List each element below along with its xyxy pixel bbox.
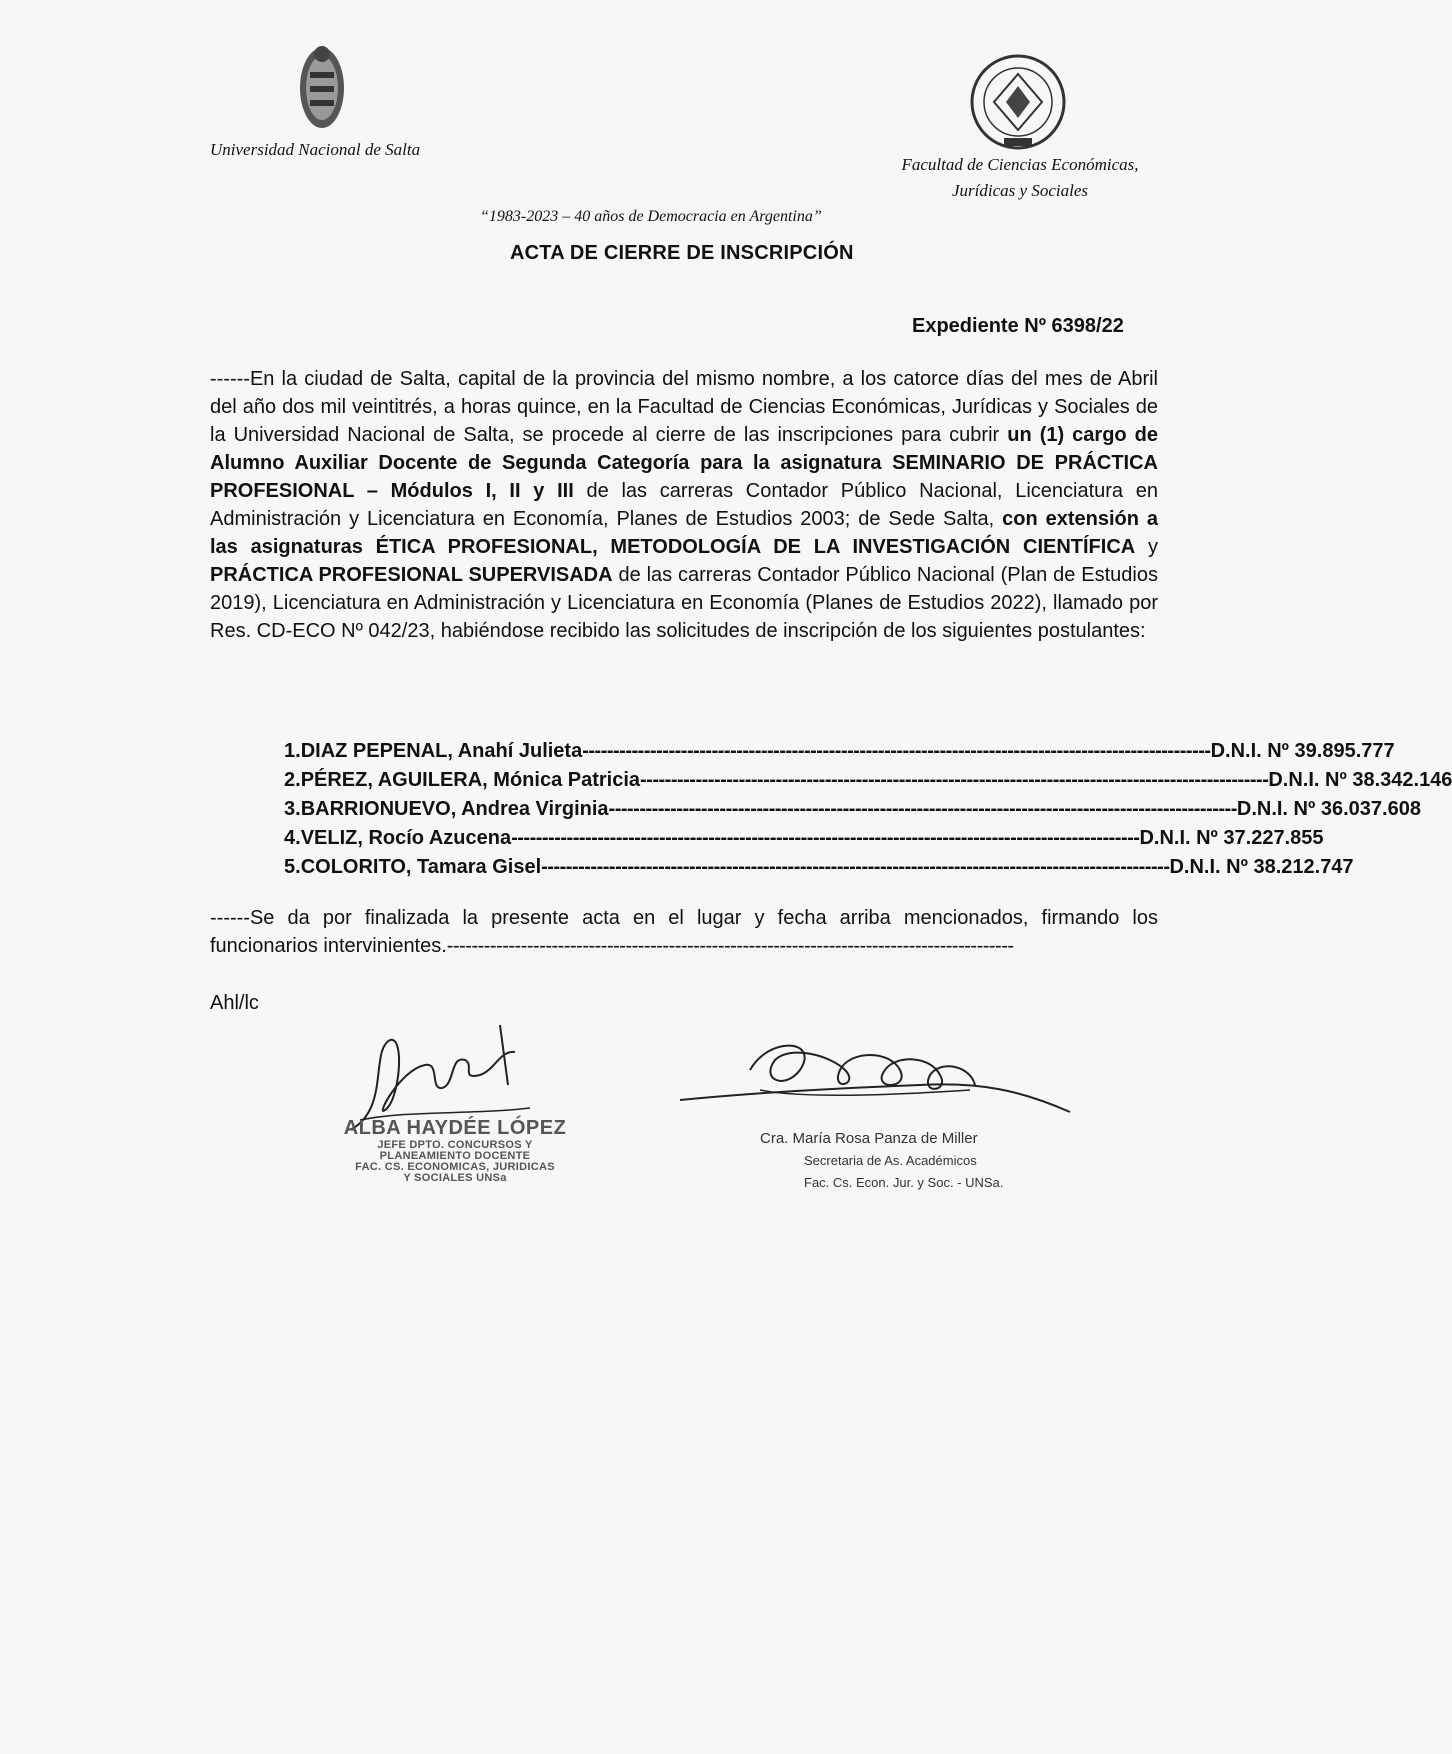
document-title: ACTA DE CIERRE DE INSCRIPCIÓN <box>510 242 854 264</box>
university-name: Universidad Nacional de Salta <box>210 140 421 159</box>
applicant-number: 4. <box>284 827 301 849</box>
paragraph-text: de las carreras Contador Público Nacional, Licenciatura en Administración y Licenciatura en Economía, Planes de Estudios 2003; de Sede Salta, <box>210 480 1159 530</box>
motto: “1983-2023 – 40 años de Democracia en Argentina” <box>480 208 822 225</box>
applicant-name: DIAZ PEPENAL, Anahí Julieta <box>300 740 583 762</box>
paragraph-bold-subject: PRÁCTICA PROFESIONAL SUPERVISADA <box>210 564 613 586</box>
signatory-name: Cra. María Rosa Panza de Miller <box>760 1130 978 1147</box>
typist-initials: Ahl/lc <box>210 992 259 1014</box>
dash-leader: -------------------------------------------------------------------------------------------- <box>446 935 1014 957</box>
applicant-dni: D.N.I. Nº 38.342.146 <box>1268 769 1452 791</box>
closing-text: ------Se da por finalizada la presente acta en el lugar y fecha arriba mencionados, firmando los funcionarios intervinientes. <box>210 907 1158 957</box>
list-item <box>284 827 1324 856</box>
faculty-name-line1: Facultad de Ciencias Económicas, <box>901 155 1139 174</box>
applicant-number: 2. <box>284 769 301 791</box>
applicant-dni: D.N.I. Nº 39.895.777 <box>1210 740 1395 762</box>
stamp-line: Y SOCIALES UNSa <box>403 1172 507 1184</box>
dash-leader: ------------------------------------------------------------------------------------------------------ <box>511 827 1140 849</box>
paragraph-text: de las carreras Contador Público Nacional (Plan de Estudios 2019), Licenciatura en Administración y Licenciatura en Economía (Planes de Estudios 2022), llamado por Res. CD-ECO Nº 042/23, habiéndose recibido las solicitudes de inscripción de los siguientes postulantes: <box>210 564 1158 642</box>
applicant-dni: D.N.I. Nº 37.227.855 <box>1139 827 1324 849</box>
university-crest-icon <box>296 42 348 132</box>
stamp-line: FAC. CS. ECONOMICAS, JURIDICAS <box>355 1161 555 1173</box>
stamp-line: JEFE DPTO. CONCURSOS Y <box>377 1139 533 1151</box>
stamp-line: PLANEAMIENTO DOCENTE <box>379 1150 531 1162</box>
paragraph-text: ------En la ciudad de Salta, capital de la provincia del mismo nombre, a los catorce días del mes de Abril del año dos mil veintitrés, a horas quince, en la Facultad de Ciencias Económicas, Jurídicas y Sociales de la Universidad Nacional de Salta, se procede al cierre de las inscripciones para cubrir <box>210 368 1158 446</box>
applicant-dni: D.N.I. Nº 38.212.747 <box>1169 856 1354 878</box>
stamp-name: ALBA HAYDÉE LÓPEZ <box>343 1117 567 1139</box>
dash-leader: ------------------------------------------------------------------------------------------------------ <box>640 769 1269 791</box>
faculty-name <box>870 152 1170 204</box>
applicant-name: COLORITO, Tamara Gisel <box>300 856 542 878</box>
list-item <box>284 856 1354 885</box>
main-paragraph <box>210 365 1158 645</box>
list-item <box>284 740 1395 769</box>
signatory-role: Secretaria de As. Académicos <box>804 1153 977 1168</box>
closing-paragraph <box>210 904 1158 960</box>
list-item <box>284 798 1421 827</box>
applicant-name: PÉREZ, AGUILERA, Mónica Patricia <box>300 769 641 791</box>
dash-leader: ------------------------------------------------------------------------------------------------------ <box>608 798 1237 820</box>
dash-leader: ------------------------------------------------------------------------------------------------------ <box>541 856 1170 878</box>
list-item <box>284 769 1452 798</box>
signature-block-right <box>760 1128 1060 1194</box>
faculty-name-line2: Jurídicas y Sociales <box>952 181 1088 200</box>
applicant-number: 5. <box>284 856 301 878</box>
official-stamp-left <box>330 1117 580 1184</box>
applicant-name: BARRIONUEVO, Andrea Virginia <box>300 798 609 820</box>
applicant-name: VELIZ, Rocío Azucena <box>300 827 512 849</box>
signatory-department: Fac. Cs. Econ. Jur. y Soc. - UNSa. <box>804 1175 1004 1190</box>
applicant-number: 1. <box>284 740 301 762</box>
expediente-number: Expediente Nº 6398/22 <box>912 315 1124 337</box>
paragraph-bold-position: un (1) cargo de Alumno Auxiliar Docente de Segunda Categoría para la asignatura SEMINARIO DE PRÁCTICA PROFESIONAL – Módulos I, II y III <box>210 424 1159 502</box>
dash-leader: ------------------------------------------------------------------------------------------------------ <box>582 740 1211 762</box>
applicant-number: 3. <box>284 798 301 820</box>
applicant-dni: D.N.I. Nº 36.037.608 <box>1236 798 1421 820</box>
paragraph-bold-extension: con extensión a las asignaturas ÉTICA PROFESIONAL, METODOLOGÍA DE LA INVESTIGACIÓN CIENTÍFICA <box>210 508 1158 558</box>
applicants-list <box>284 740 1452 885</box>
faculty-seal-icon <box>966 52 1070 152</box>
paragraph-text: y <box>1135 536 1159 558</box>
